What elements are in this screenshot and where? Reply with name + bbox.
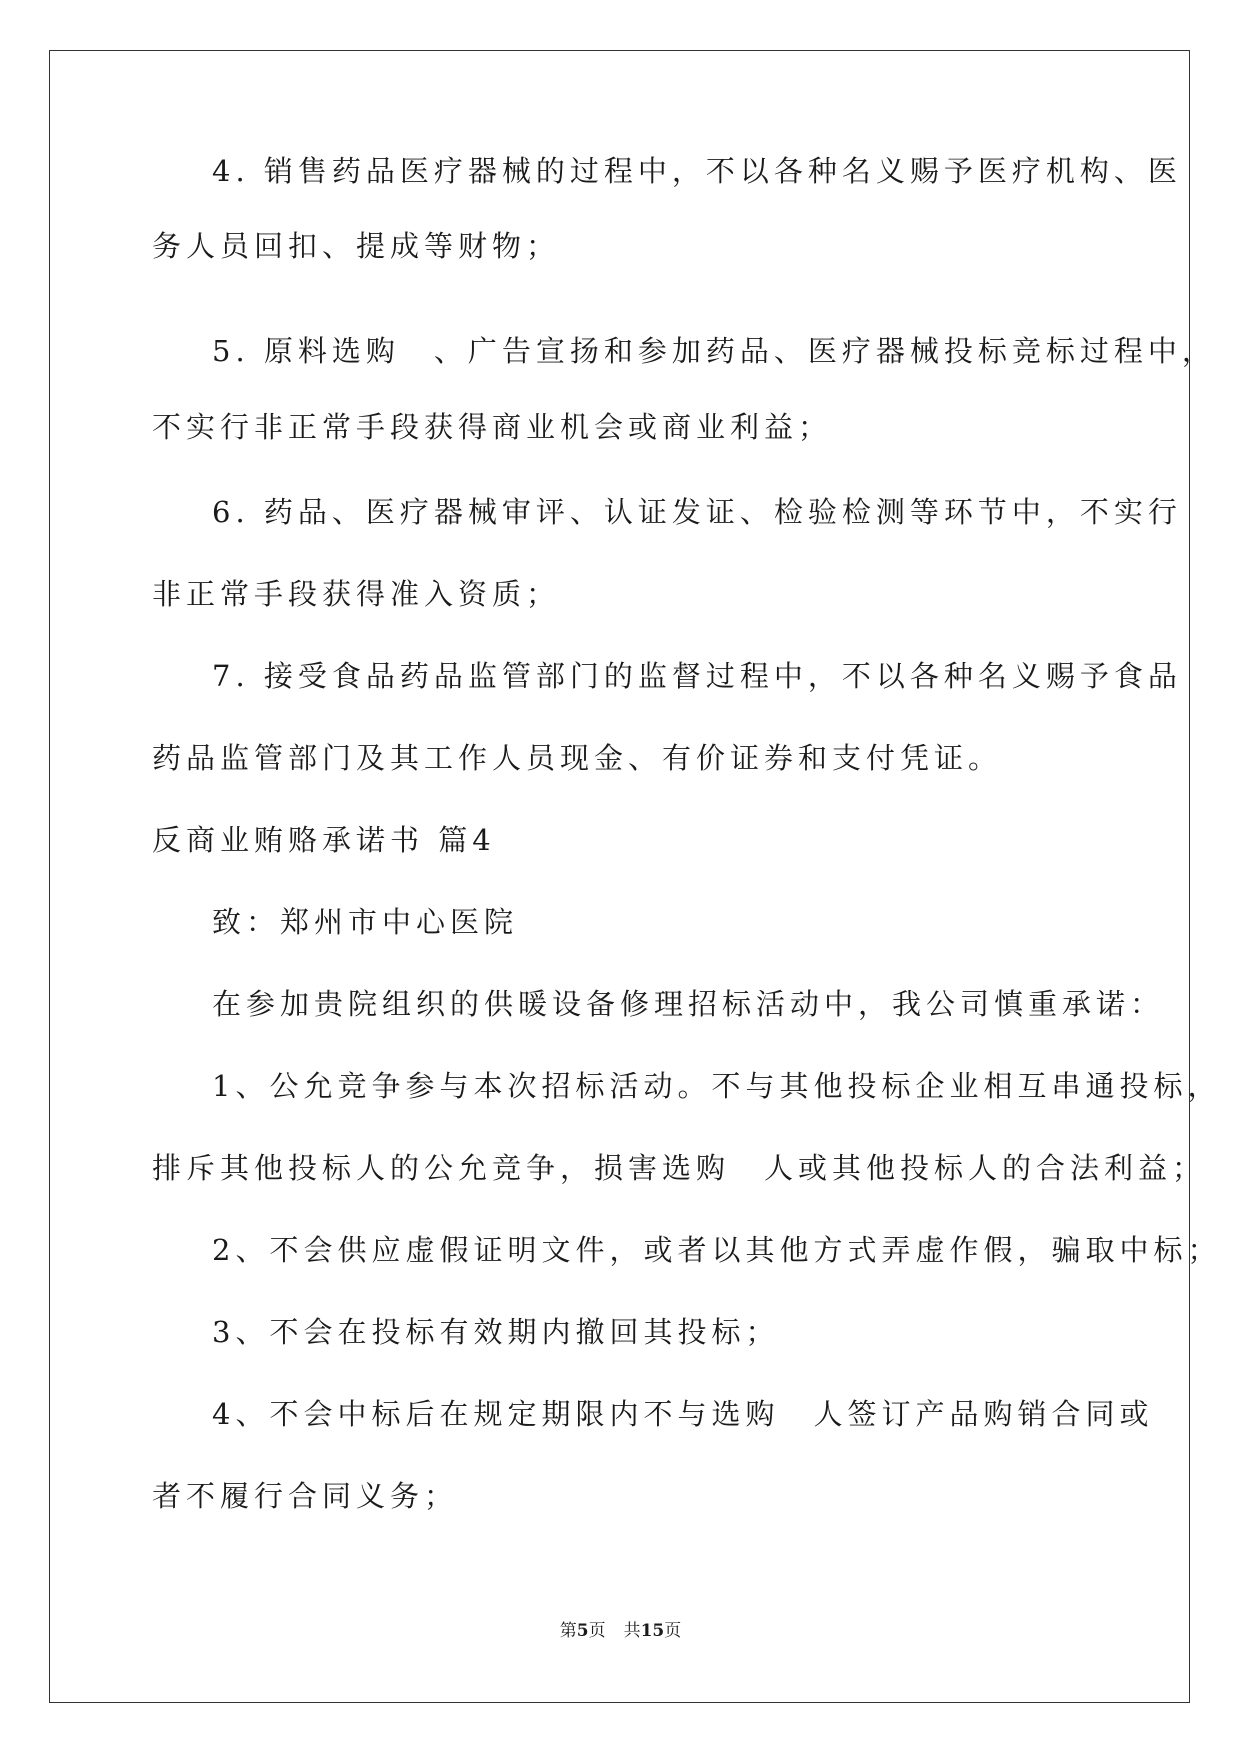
paragraph-line: 1、公允竞争参与本次招标活动。不与其他投标企业相互串通投标，: [212, 1069, 1222, 1103]
paragraph-line: 6. 药品、医疗器械审评、认证发证、检验检测等环节中，不实行: [212, 495, 1182, 529]
paragraph-line: 7. 接受食品药品监管部门的监督过程中，不以各种名义赐予食品: [212, 659, 1182, 693]
paragraph-line: 务人员回扣、提成等财物；: [152, 229, 561, 263]
total-pages: 15: [640, 1621, 665, 1641]
paragraph-line: 排斥其他投标人的公允竞争，损害选购 人或其他投标人的合法利益；: [152, 1151, 1207, 1185]
paragraph-line: 5. 原料选购 、广告宣扬和参加药品、医疗器械投标竞标过程中，: [212, 334, 1216, 368]
section-heading: 反商业贿赂承诺书 篇4: [152, 823, 496, 857]
paragraph-line: 2、不会供应虚假证明文件，或者以其他方式弄虚作假，骗取中标；: [212, 1233, 1222, 1267]
page-prefix: 第: [559, 1621, 577, 1641]
page-border: [49, 50, 1190, 1703]
page-suffix: 页: [588, 1621, 606, 1641]
paragraph-line: 不实行非正常手段获得商业机会或商业利益；: [152, 410, 833, 444]
paragraph-line: 非正常手段获得准入资质；: [152, 577, 561, 611]
paragraph-line: 者不履行合同义务；: [152, 1479, 459, 1513]
addressee-line: 致：郑州市中心医院: [212, 905, 519, 939]
paragraph-line: 4. 销售药品医疗器械的过程中，不以各种名义赐予医疗机构、医: [212, 154, 1182, 188]
page-footer: [0, 1620, 1241, 1642]
paragraph-line: 4、不会中标后在规定期限内不与选购 人签订产品购销合同或: [212, 1397, 1154, 1431]
paragraph-line: 药品监管部门及其工作人员现金、有价证券和支付凭证。: [152, 741, 1003, 775]
total-prefix: 共: [623, 1621, 641, 1641]
total-suffix: 页: [664, 1621, 682, 1641]
paragraph-line: 在参加贵院组织的供暖设备修理招标活动中，我公司慎重承诺：: [212, 987, 1165, 1021]
page-number: 5: [576, 1621, 589, 1641]
paragraph-line: 3、不会在投标有效期内撤回其投标；: [212, 1315, 780, 1349]
